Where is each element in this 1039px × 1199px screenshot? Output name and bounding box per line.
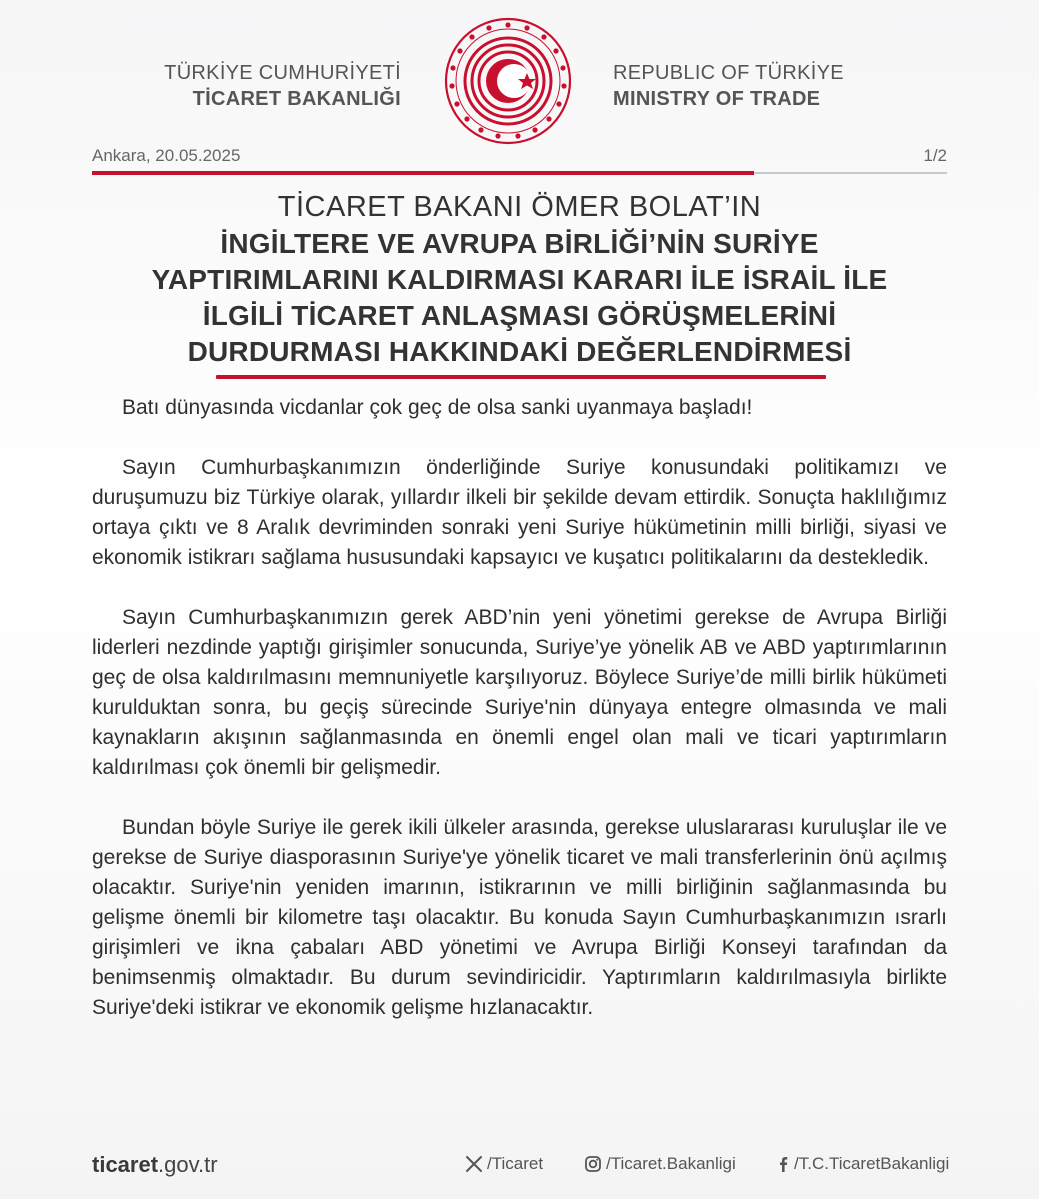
country-name-en: REPUBLIC OF TÜRKİYE <box>613 62 844 84</box>
paragraph: Bundan böyle Suriye ile gerek ikili ülkeler arasında, gerekse uluslararası kuruluşlar ile ve gerekse de Suriye diasporasının Suriye'ye yönelik ticaret ve mali transferlerinin önü açılmış olacaktır. Suriye'nin yeniden imarının, istikrarının ve milli birliğinin sağlanmasında bu gelişme önemli bir kilometre taşı olacaktır. Bu konuda Sayın Cumhurbaşkanımızın ısrarlı girişimleri ve ikna çabaları ABD yönetimi ve Avrupa Birliği Konseyi tarafından da benimsenmiş olmaktadır. Bu durum sevindiricidir. Yaptırımların kaldırılmasıyla birlikte Suriye'deki istikrar ve ekonomik gelişme hızlanacaktır. <box>92 816 947 1019</box>
ministry-name-en: MINISTRY OF TRADE <box>613 88 821 110</box>
page-number: 1/2 <box>923 146 947 165</box>
title-underline <box>216 375 826 379</box>
x-link[interactable] <box>465 1154 543 1174</box>
instagram-link[interactable] <box>584 1154 736 1174</box>
footer <box>92 1150 950 1184</box>
facebook-link[interactable] <box>776 1154 949 1174</box>
title-line: TİCARET BAKANI ÖMER BOLAT’IN <box>277 191 762 223</box>
paragraph: Batı dünyasında vicdanlar çok geç de olsa sanki uyanmaya başladı! <box>122 396 753 419</box>
title-line: DURDURMASI HAKKINDAKİ DEĞERLENDİRMESİ <box>187 336 852 367</box>
ministry-name-tr: TİCARET BAKANLIĞI <box>192 88 401 110</box>
country-name-tr: TÜRKİYE CUMHURİYETİ <box>164 62 401 84</box>
title-line: İNGİLTERE VE AVRUPA BİRLİĞİ’NİN SURİYE <box>220 228 819 259</box>
website-link[interactable] <box>92 1152 218 1178</box>
facebook-handle: /T.C.TicaretBakanligi <box>794 1154 950 1173</box>
press-release-title <box>92 188 947 370</box>
paragraph: Sayın Cumhurbaşkanımızın gerek ABD’nin yeni yönetimi gerekse de Avrupa Birliği liderleri nezdinde yaptığı girişimler sonucunda, Suriye’ye yönelik AB ve ABD yaptırımlarının geç de olsa kaldırılmasını memnuniyetle karşılıyoruz. Böylece Suriye’de milli birlik hükümeti kurulduktan sonra, bu geçiş sürecinde Suriye'nin dünyaya entegre olmasında ve mali kaynakların akışının sağlanmasında en önemli engel olan mali ve ticari yaptırımların kaldırılması çok önemli bir gelişmedir. <box>92 606 947 779</box>
website-domain-bold: ticaret <box>92 1152 159 1177</box>
website-domain-suffix: .gov.tr <box>158 1152 218 1177</box>
letterhead <box>0 0 1039 150</box>
ministry-seal-icon <box>443 16 573 146</box>
instagram-handle: /Ticaret.Bakanligi <box>606 1154 736 1173</box>
x-handle: /Ticaret <box>487 1154 544 1173</box>
letterhead-turkish <box>164 60 401 112</box>
x-icon <box>465 1155 483 1173</box>
title-line: YAPTIRIMLARINI KALDIRMASI KARARI İLE İSRAİL İLE <box>151 264 888 295</box>
instagram-icon <box>584 1155 602 1173</box>
paragraph: Sayın Cumhurbaşkanımızın önderliğinde Suriye konusundaki politikamızı ve duruşumuzu biz Türkiye olarak, yıllardır ilkeli bir şekilde devam ettirdik. Sonuçta haklılığımız ortaya çıktı ve 8 Aralık devriminden sonraki yeni Suriye hükümetinin milli birliği, siyasi ve ekonomik istikrarı sağlama hususundaki kapsayıcı ve kuşatıcı politikalarını da destekledik. <box>92 456 947 569</box>
facebook-icon <box>776 1155 790 1173</box>
document-date: Ankara, 20.05.2025 <box>92 146 241 165</box>
document-meta <box>92 146 947 172</box>
header-divider-accent <box>92 171 754 175</box>
letterhead-english <box>613 60 844 112</box>
title-line: İLGİLİ TİCARET ANLAŞMASI GÖRÜŞMELERİNİ <box>202 300 837 331</box>
press-release-body <box>92 393 947 1053</box>
